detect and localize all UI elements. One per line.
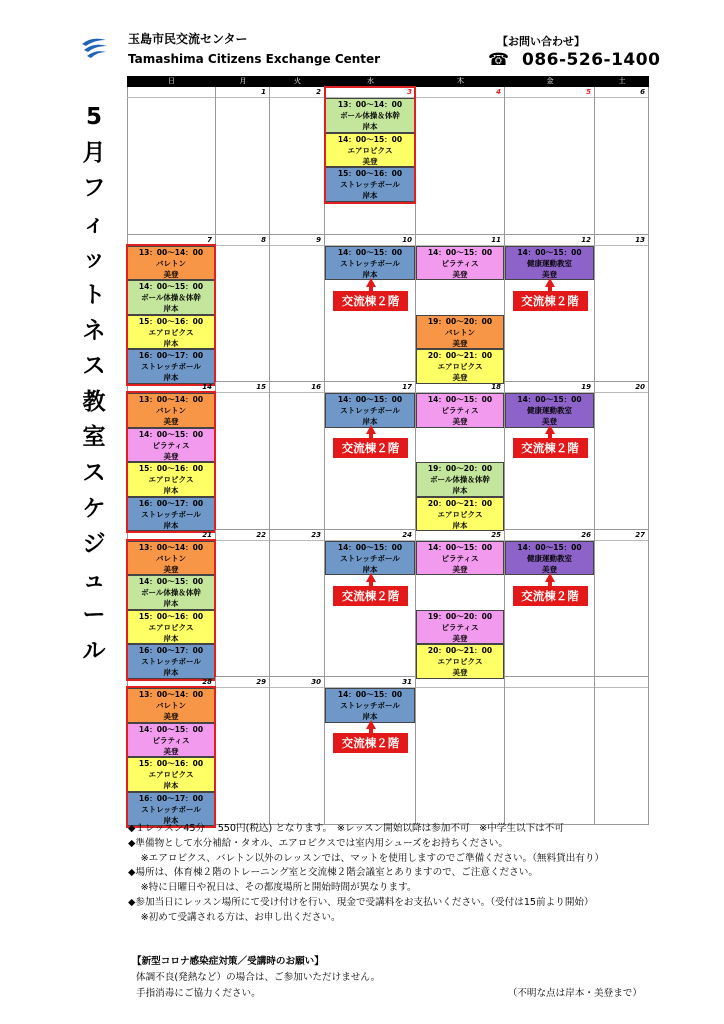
weekday-6: 土	[618, 77, 626, 85]
lesson-time: 15：00～16：00	[138, 611, 204, 621]
day-divider	[270, 392, 324, 393]
day-divider	[270, 97, 324, 98]
lesson-time: 20：00～21：00	[427, 351, 493, 361]
lesson-teacher: 美登	[163, 712, 179, 722]
lesson-name: ピラティス	[441, 553, 479, 563]
day-number: 6	[640, 88, 645, 96]
lesson-name: ストレッチボール	[340, 406, 400, 416]
day-cell	[325, 235, 416, 383]
lesson-time: 14：00～15：00	[337, 247, 403, 257]
day-cell	[416, 87, 505, 235]
day-divider	[595, 687, 648, 688]
lesson-name: ストレッチボール	[340, 553, 400, 563]
lesson-name: ストレッチボール	[340, 180, 400, 189]
lesson-name: エアロビクス	[437, 657, 483, 667]
lesson-teacher: 美登	[163, 451, 179, 461]
lesson-teacher: 美登	[542, 417, 557, 427]
lesson-time: 14：00～15：00	[337, 134, 403, 144]
note-line: ◆参加当日にレッスン場所にて受け付けを行い、現金で受講料をお支払いください。（受付は15前より開始）	[128, 896, 594, 908]
lesson-name: エアロビクス	[148, 475, 194, 485]
lesson-block	[416, 315, 504, 350]
day-cell	[595, 235, 649, 383]
day-cell	[325, 677, 416, 825]
day-number: 18	[491, 383, 501, 392]
note-line: ◆場所は、体育棟２階のトレーニング室と交流棟２階会議室とありますので、ご注意ください。	[128, 867, 538, 879]
day-divider	[270, 245, 324, 246]
weekday-5: 金	[546, 77, 554, 85]
swirl-logo-icon	[80, 34, 108, 60]
lesson-block	[416, 393, 504, 428]
day-number: 13	[635, 235, 645, 244]
note-line: ※エアロビクス、バレトン以外のレッスンでは、マットを使用しますのでご準備ください。（無料貸出有り）	[128, 852, 605, 864]
day-cell	[595, 87, 649, 235]
day-cell	[416, 530, 505, 678]
lesson-time: 16：00～17：00	[138, 793, 204, 803]
lesson-time: 15：00～16：00	[138, 316, 204, 326]
lesson-name: ストレッチボール	[340, 258, 400, 268]
lesson-teacher: 岸本	[362, 269, 378, 279]
title-char: ネ	[82, 317, 106, 344]
day-number: 2	[316, 88, 321, 96]
day-number: 27	[635, 530, 645, 539]
day-cell	[505, 87, 595, 235]
phone-number: 086-526-1400	[522, 50, 661, 70]
lesson-teacher: 岸本	[163, 633, 179, 643]
day-cell	[416, 382, 505, 530]
weekday-3: 水	[367, 77, 374, 85]
location-note: 交流棟２階	[513, 586, 588, 606]
arrow-up-icon	[545, 425, 555, 434]
lesson-name: バレトン	[445, 327, 475, 337]
lesson-name: エアロビクス	[148, 770, 194, 780]
day-cell	[216, 235, 270, 383]
lesson-time: 14：00～15：00	[427, 395, 493, 405]
lesson-time: 15：00～16：00	[337, 169, 403, 178]
notes	[128, 822, 688, 926]
lesson-block	[127, 428, 215, 463]
lesson-block	[127, 757, 215, 792]
contact-footer: （不明な点は岸本・美登まで）	[507, 988, 642, 999]
lesson-name: ストレッチボール	[141, 657, 201, 667]
lesson-teacher: 岸本	[163, 338, 179, 348]
day-cell	[127, 382, 216, 530]
lesson-name: バレトン	[156, 701, 186, 711]
lesson-block	[416, 497, 504, 532]
note-line: ※初めて受講される方は、お申し出ください。	[128, 911, 341, 923]
lesson-time: 14：00～15：00	[517, 395, 582, 405]
day-divider	[216, 687, 269, 688]
lesson-block	[416, 349, 504, 384]
day-number: 15	[256, 383, 266, 392]
day-cell	[505, 677, 595, 825]
lesson-time: 13：00～14：00	[138, 247, 204, 257]
lesson-name: バレトン	[156, 258, 186, 268]
day-number: 25	[491, 530, 501, 539]
day-cell	[595, 382, 649, 530]
lesson-block	[416, 246, 504, 281]
day-divider	[216, 540, 269, 541]
lesson-teacher: 岸本	[163, 486, 179, 496]
lesson-time: 14：00～15：00	[427, 247, 493, 257]
day-divider	[595, 97, 648, 98]
note-line: ◆準備物として水分補給・タオル、エアロビクスでは室内用シューズをお持ちください。	[128, 837, 508, 849]
lesson-block	[127, 393, 215, 428]
title-char: ト	[82, 281, 106, 308]
day-number: 26	[581, 530, 591, 539]
day-number: 16	[311, 383, 321, 392]
day-divider	[416, 97, 504, 98]
location-note: 交流棟２階	[513, 291, 588, 311]
day-divider	[416, 687, 504, 688]
day-cell	[325, 87, 416, 235]
weekday-4: 木	[457, 77, 464, 85]
lesson-name: 健康運動教室	[527, 258, 572, 268]
title-char: ィ	[82, 210, 106, 237]
lesson-teacher: 美登	[163, 746, 179, 756]
lesson-time: 15：00～16：00	[138, 464, 204, 474]
page-title-vertical	[74, 100, 114, 670]
lesson-block	[416, 644, 504, 679]
lesson-name: ボール体操＆体幹	[141, 293, 201, 303]
day-cell	[270, 235, 325, 383]
lesson-teacher: 岸本	[163, 304, 179, 314]
lesson-block	[127, 497, 215, 532]
day-divider	[216, 392, 269, 393]
lesson-name: ボール体操＆体幹	[340, 111, 400, 120]
day-cell	[325, 382, 416, 530]
day-cell	[325, 530, 416, 678]
lesson-time: 14：00～15：00	[337, 395, 403, 405]
day-number: 12	[581, 235, 591, 244]
day-cell	[270, 87, 325, 235]
lesson-block	[505, 541, 594, 576]
lesson-name: ピラティス	[152, 735, 190, 745]
day-cell	[505, 235, 595, 383]
lesson-time: 19：00～20：00	[427, 464, 493, 474]
lesson-time: 20：00～21：00	[427, 646, 493, 656]
lesson-time: 19：00～20：00	[427, 611, 493, 621]
logo	[80, 34, 108, 60]
lesson-name: 健康運動教室	[527, 553, 572, 563]
lesson-block	[127, 688, 215, 723]
day-divider	[505, 687, 594, 688]
covid-line-2-row	[132, 986, 642, 1002]
lesson-teacher: 美登	[163, 269, 179, 279]
lesson-time: 19：00～20：00	[427, 316, 493, 326]
day-number: 31	[402, 678, 412, 687]
lesson-block	[416, 610, 504, 645]
location-note: 交流棟２階	[513, 438, 588, 458]
arrow-up-icon	[545, 573, 555, 582]
lesson-teacher: 岸本	[362, 122, 378, 131]
lesson-block	[325, 541, 415, 576]
day-cell	[127, 677, 216, 825]
lesson-time: 14：00～15：00	[517, 247, 582, 257]
day-divider	[216, 97, 269, 98]
lesson-time: 15：00～16：00	[138, 759, 204, 769]
weekday-header	[127, 76, 649, 87]
note-line: ※特に日曜日や祝日は、その都度場所と開始時間が異なります。	[128, 882, 417, 894]
lesson-name: エアロビクス	[437, 509, 483, 519]
day-divider	[595, 245, 648, 246]
lesson-time: 14：00～15：00	[427, 542, 493, 552]
lesson-teacher: 岸本	[362, 417, 378, 427]
lesson-name: ストレッチボール	[141, 804, 201, 814]
lesson-name: ピラティス	[441, 406, 479, 416]
day-cell	[216, 87, 270, 235]
day-number: 3	[407, 88, 412, 96]
day-divider	[595, 540, 648, 541]
day-number: 28	[202, 678, 212, 687]
title-char: 室	[82, 424, 106, 451]
day-cell	[595, 530, 649, 678]
lesson-time: 14：00～15：00	[138, 429, 204, 439]
title-char: ュ	[82, 566, 106, 593]
day-number: 8	[261, 235, 266, 244]
calendar	[127, 76, 649, 825]
day-cell	[595, 677, 649, 825]
lesson-block	[127, 644, 215, 679]
day-divider	[216, 245, 269, 246]
lesson-block	[325, 393, 415, 428]
lesson-teacher: 美登	[452, 668, 468, 678]
lesson-name: エアロビクス	[148, 622, 194, 632]
day-number: 1	[261, 88, 266, 96]
day-cell	[416, 235, 505, 383]
location-note: 交流棟２階	[333, 586, 408, 606]
day-divider	[270, 540, 324, 541]
lesson-name: ボール体操＆体幹	[430, 475, 490, 485]
lesson-name: エアロビクス	[347, 145, 393, 155]
day-cell	[270, 530, 325, 678]
phone-icon: ☎	[488, 50, 510, 70]
lesson-teacher: 岸本	[362, 712, 378, 722]
lesson-block	[127, 610, 215, 645]
lesson-teacher: 美登	[542, 564, 557, 574]
day-number: 21	[202, 530, 212, 539]
day-cell	[216, 530, 270, 678]
lesson-name: ピラティス	[152, 440, 190, 450]
day-number: 19	[581, 383, 591, 392]
day-number: 17	[402, 383, 412, 392]
location-note: 交流棟２階	[333, 438, 408, 458]
lesson-time: 16：00～17：00	[138, 498, 204, 508]
lesson-block	[127, 462, 215, 497]
lesson-name: ピラティス	[441, 622, 479, 632]
title-char: 教	[82, 388, 106, 415]
day-number: 11	[491, 235, 501, 244]
lesson-block	[127, 315, 215, 350]
title-char: ー	[82, 602, 106, 629]
lesson-time: 16：00～17：00	[138, 646, 204, 656]
lesson-block	[416, 541, 504, 576]
day-number: 20	[635, 383, 645, 392]
arrow-up-icon	[366, 425, 376, 434]
lesson-block	[325, 133, 415, 168]
lesson-time: 13：00～14：00	[138, 690, 204, 700]
lesson-name: ストレッチボール	[141, 509, 201, 519]
day-divider	[270, 687, 324, 688]
lesson-teacher: 美登	[452, 633, 468, 643]
covid-line-2: 手指消毒にご協力ください。	[136, 988, 261, 999]
lesson-name: 健康運動教室	[527, 406, 572, 416]
day-cell	[127, 530, 216, 678]
day-number: 29	[256, 678, 266, 687]
day-cell	[127, 235, 216, 383]
day-cell	[127, 87, 216, 235]
location-note: 交流棟２階	[333, 291, 408, 311]
contact-label: 【お問い合わせ】	[497, 35, 585, 48]
lesson-block	[127, 723, 215, 758]
lesson-name: ストレッチボール	[141, 362, 201, 372]
day-number: 7	[207, 235, 212, 244]
lesson-teacher: 美登	[452, 338, 468, 348]
day-number: 10	[402, 235, 412, 244]
day-cell	[216, 677, 270, 825]
lesson-teacher: 美登	[452, 269, 468, 279]
title-char: ス	[82, 459, 106, 486]
lesson-teacher: 岸本	[163, 815, 179, 825]
title-char: ス	[82, 353, 106, 380]
arrow-up-icon	[545, 278, 555, 287]
day-divider	[595, 392, 648, 393]
lesson-block	[127, 541, 215, 576]
weekday-2: 火	[294, 77, 301, 85]
lesson-block	[127, 349, 215, 384]
day-number: 9	[316, 235, 321, 244]
lesson-teacher: 岸本	[163, 668, 179, 678]
lesson-name: ボール体操＆体幹	[141, 588, 201, 598]
lesson-teacher: 美登	[452, 373, 468, 383]
title-char: ッ	[82, 246, 106, 273]
day-number: 5	[586, 88, 591, 96]
day-cell	[270, 677, 325, 825]
lesson-time: 14：00～15：00	[517, 542, 582, 552]
org-name-en: Tamashima Citizens Exchange Center	[128, 52, 381, 66]
day-divider	[505, 97, 594, 98]
weekday-0: 日	[168, 77, 175, 85]
arrow-up-icon	[366, 278, 376, 287]
lesson-block	[325, 246, 415, 281]
lesson-teacher: 美登	[163, 417, 179, 427]
lesson-teacher: 岸本	[163, 599, 179, 609]
lesson-time: 13：00～14：00	[138, 395, 204, 405]
lesson-teacher: 岸本	[362, 564, 378, 574]
lesson-block	[127, 280, 215, 315]
lesson-time: 13：00～14：00	[138, 542, 204, 552]
location-note: 交流棟２階	[333, 733, 408, 753]
title-char: ケ	[82, 495, 106, 522]
lesson-teacher: 岸本	[163, 781, 179, 791]
lesson-block	[325, 98, 415, 133]
weekday-1: 月	[239, 77, 247, 85]
lesson-teacher: 岸本	[362, 191, 378, 200]
lesson-block	[505, 393, 594, 428]
org-name-jp: 玉島市民交流センター	[128, 32, 248, 46]
lesson-teacher: 美登	[163, 564, 179, 574]
day-cell	[505, 382, 595, 530]
title-char: 5	[85, 104, 102, 130]
lesson-teacher: 美登	[452, 564, 468, 574]
lesson-name: ピラティス	[441, 258, 479, 268]
lesson-teacher: 美登	[542, 269, 557, 279]
day-divider	[127, 97, 215, 98]
day-number: 30	[311, 678, 321, 687]
day-cell	[416, 677, 505, 825]
lesson-block	[127, 575, 215, 610]
lesson-name: エアロビクス	[148, 327, 194, 337]
title-char: ジ	[82, 531, 106, 558]
lesson-time: 14：00～15：00	[337, 690, 403, 700]
lesson-teacher: 岸本	[163, 520, 179, 530]
lesson-time: 20：00～21：00	[427, 498, 493, 508]
day-number: 14	[202, 383, 212, 392]
lesson-time: 14：00～15：00	[138, 282, 204, 292]
lesson-name: ストレッチボール	[340, 701, 400, 711]
lesson-name: バレトン	[156, 553, 186, 563]
day-number: 4	[496, 88, 501, 96]
lesson-time: 14：00～15：00	[138, 577, 204, 587]
day-cell	[216, 382, 270, 530]
title-char: ル	[82, 637, 106, 664]
lesson-teacher: 岸本	[163, 373, 179, 383]
day-number: 22	[256, 530, 266, 539]
lesson-block	[505, 246, 594, 281]
lesson-block	[325, 167, 415, 202]
arrow-up-icon	[366, 573, 376, 582]
covid-title: 【新型コロナ感染症対策／受講時のお願い】	[132, 956, 324, 967]
day-cell	[505, 530, 595, 678]
lesson-block	[325, 688, 415, 723]
lesson-time: 16：00～17：00	[138, 351, 204, 361]
arrow-up-icon	[366, 720, 376, 729]
covid-notice	[132, 954, 672, 1002]
note-line: ◆１レッスン45分 550円(税込) となります。 ※レッスン開始以降は参加不可 ※中学生以下は不可	[128, 823, 564, 834]
lesson-time: 13：00～14：00	[337, 100, 403, 109]
day-number: 23	[311, 530, 321, 539]
lesson-time: 14：00～15：00	[138, 724, 204, 734]
lesson-block	[416, 462, 504, 497]
lesson-teacher: 岸本	[452, 520, 468, 530]
lesson-name: バレトン	[156, 406, 186, 416]
lesson-time: 14：00～15：00	[337, 542, 403, 552]
lesson-teacher: 美登	[362, 156, 378, 166]
day-cell	[270, 382, 325, 530]
title-char: 月	[82, 139, 106, 166]
lesson-teacher: 美登	[452, 417, 468, 427]
day-number: 24	[402, 530, 412, 539]
title-char: フ	[82, 175, 106, 202]
covid-line-1: 体調不良(発熱など）の場合は、ご参加いただけません。	[136, 972, 381, 983]
lesson-block	[127, 246, 215, 281]
lesson-teacher: 岸本	[452, 486, 468, 496]
lesson-name: エアロビクス	[437, 362, 483, 372]
